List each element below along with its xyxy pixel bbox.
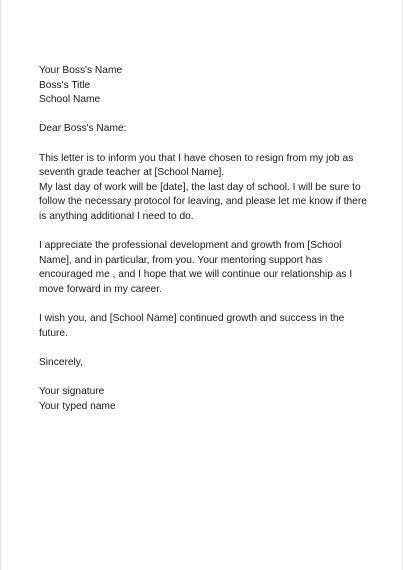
spacer (39, 298, 369, 313)
paragraph-line: This letter is to inform you that I have chosen to resign from my job as (39, 152, 354, 164)
paragraph-line: encouraged me , and I hope that we will continue our relationship as I (39, 269, 353, 281)
resignation-letter (39, 64, 369, 414)
paragraph-appreciation (39, 239, 369, 297)
paragraph-line: follow the necessary protocol for leaving, and please let me know if there (39, 196, 367, 208)
spacer (39, 341, 369, 356)
recipient-title: Boss's Title (39, 79, 91, 91)
paragraph-line: My last day of work will be [date], the last day of school. I will be sure to (39, 181, 361, 193)
spacer (39, 137, 369, 152)
signature-block (39, 385, 369, 414)
paragraph-well-wishes (39, 312, 369, 341)
spacer (39, 225, 369, 240)
paragraph-line: is anything additional I need to do. (39, 210, 194, 222)
paragraph-line: seventh grade teacher at [School Name]. (39, 167, 225, 179)
spacer (39, 108, 369, 123)
paragraph-line: move forward in my career. (39, 283, 162, 295)
paragraph-line: I appreciate the professional development and growth from [School (39, 240, 342, 252)
signature-line: Your signature (39, 386, 105, 398)
paragraph-line: I wish you, and [School Name] continued growth and success in the (39, 313, 345, 325)
paragraph-line: future. (39, 327, 68, 339)
paragraph-resignation-notice (39, 152, 369, 225)
typed-name: Your typed name (39, 400, 116, 412)
recipient-name: Your Boss's Name (39, 65, 123, 76)
recipient-school: School Name (39, 94, 101, 106)
spacer (39, 370, 369, 385)
closing: Sincerely, (39, 356, 83, 368)
paragraph-line: Name], and in particular, from you. Your mentoring support has (39, 254, 323, 266)
salutation: Dear Boss's Name: (39, 123, 127, 135)
recipient-block (39, 64, 369, 108)
